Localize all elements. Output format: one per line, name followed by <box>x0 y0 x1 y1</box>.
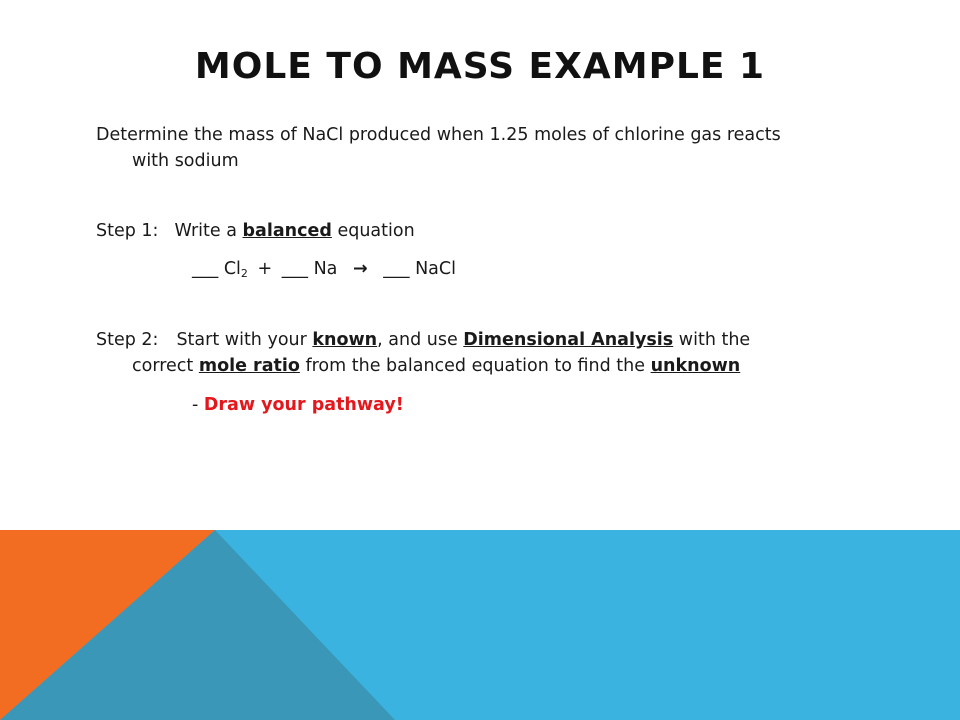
step-1-text-after: equation <box>331 221 415 241</box>
step-1 <box>96 218 876 244</box>
problem-line-1: Determine the mass of NaCl produced when 1.25 moles of chlorine gas reacts <box>96 125 781 145</box>
pathway-dash: - <box>192 395 204 415</box>
equation-reactant-2: Na <box>313 259 338 279</box>
slide-title: MOLE TO MASS EXAMPLE 1 <box>194 46 766 87</box>
equation-product: NaCl <box>415 259 456 279</box>
equation-arrow-icon: → <box>352 259 368 279</box>
step-1-label: Step 1: <box>96 221 159 241</box>
pathway-text: Draw your pathway! <box>203 395 404 415</box>
step-2-text-1: Start with your <box>176 330 313 350</box>
pathway-instruction <box>192 392 960 418</box>
step-2-text-5: from the balanced equation to find the <box>299 356 651 376</box>
step-2-text-2: , and use <box>377 330 464 350</box>
problem-statement <box>96 122 912 174</box>
equation-plus: + <box>257 259 273 279</box>
step-2-keyword-dimensional-analysis: Dimensional Analysis <box>463 330 674 350</box>
step-1-text-before: Write a <box>174 221 243 241</box>
step-2-keyword-known: known <box>312 330 378 350</box>
step-2 <box>96 327 912 379</box>
equation-blank-1: ___ <box>192 259 219 279</box>
step-2-text-3: with the <box>673 330 751 350</box>
step-2-text-4: correct <box>132 356 199 376</box>
problem-line-2: with sodium <box>132 151 239 171</box>
equation-blank-2: ___ <box>281 259 308 279</box>
step-2-keyword-unknown: unknown <box>650 356 741 376</box>
step-2-keyword-mole-ratio: mole ratio <box>198 356 300 376</box>
balanced-equation <box>192 256 960 287</box>
step-2-label: Step 2: <box>96 330 159 350</box>
equation-blank-3: ___ <box>383 259 410 279</box>
equation-reactant-1 <box>224 259 248 279</box>
equation-reactant-1-symbol: Cl <box>223 259 241 279</box>
step-1-keyword: balanced <box>242 221 332 241</box>
equation-reactant-1-subscript: 2 <box>240 267 248 280</box>
